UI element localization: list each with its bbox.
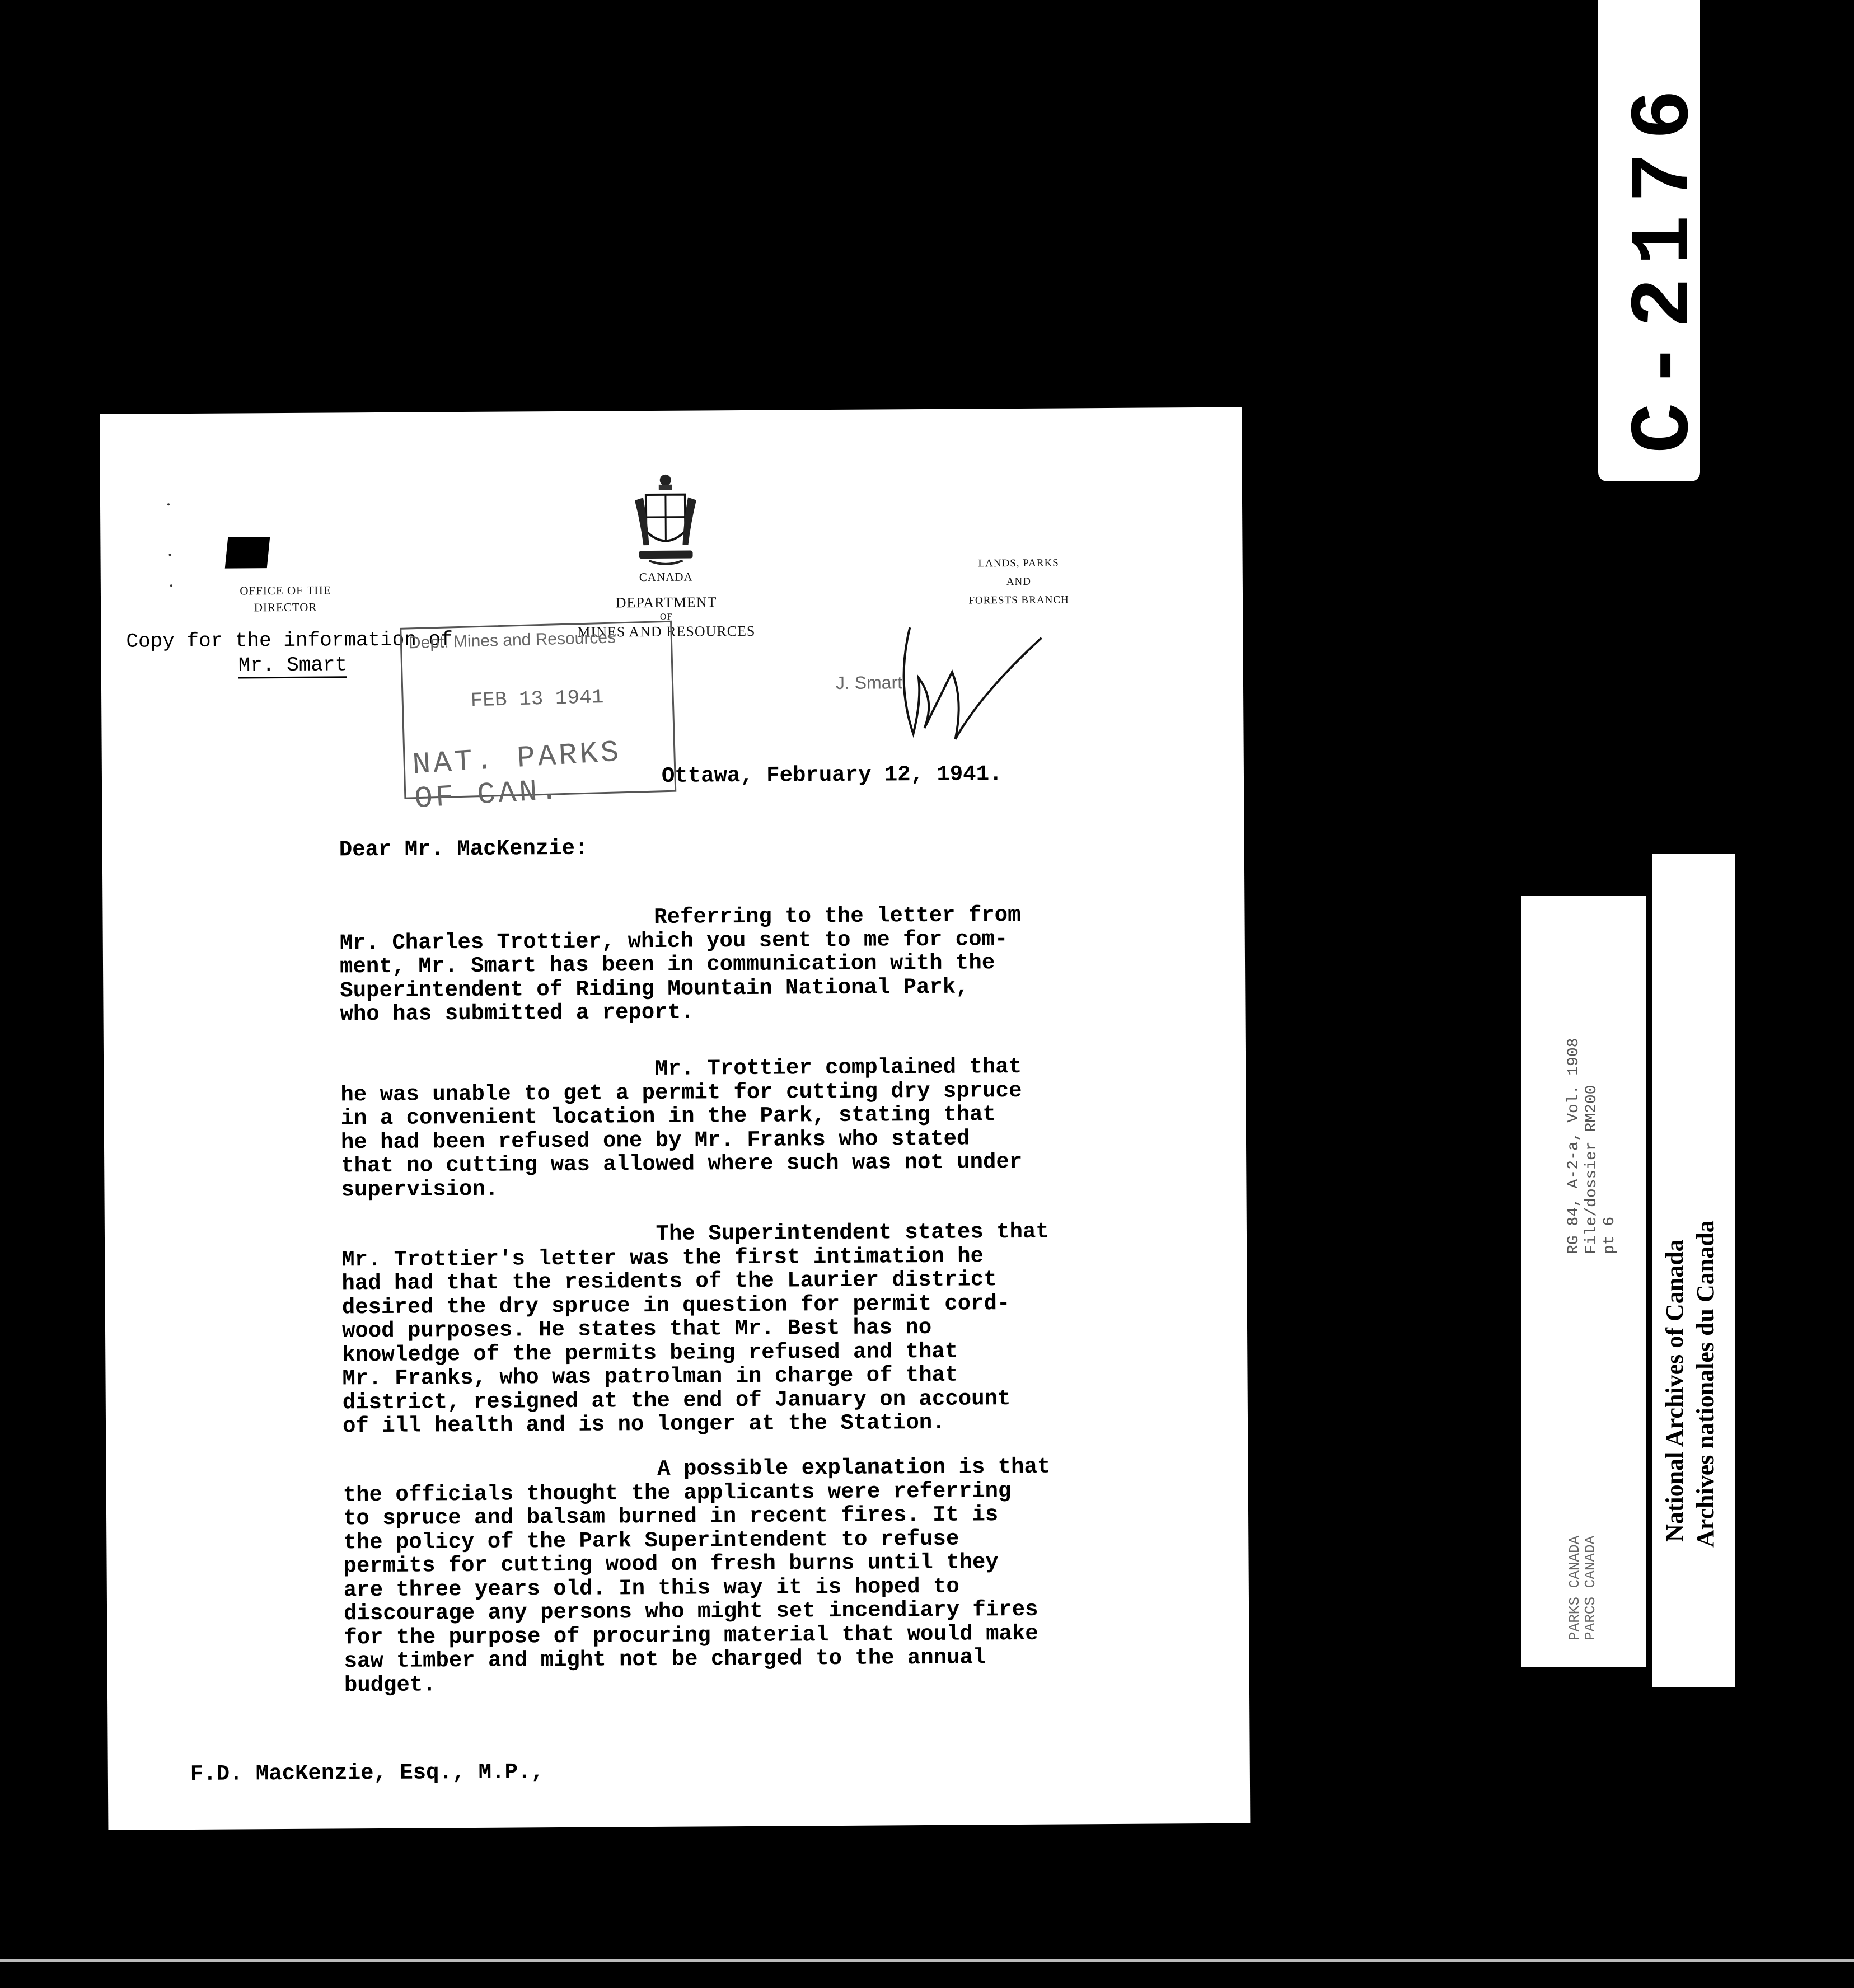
branch-line: LANDS, PARKS	[978, 557, 1059, 570]
letter-paragraph: Referring to the letter from Mr. Charles Trottier, which you sent to me for com- ment, Mr. Smart has been in communication with the Superintendent of Riding Mountain National Park, who has submitted a report.	[339, 902, 1021, 1027]
addressee-line: F.D. MacKenzie, Esq., M.P.,	[190, 1760, 544, 1787]
parcs-canada-label: PARCS CANADA	[1582, 1535, 1599, 1640]
reel-number-tape	[1598, 0, 1713, 481]
received-stamp	[400, 621, 676, 817]
reference-line: pt 6	[1601, 1216, 1618, 1254]
scan-speck	[167, 503, 170, 505]
department-line: DEPARTMENT	[615, 594, 717, 611]
branch-line: FORESTS BRANCH	[968, 594, 1069, 607]
office-of-director	[196, 582, 375, 616]
archives-name-fr: Archives nationales du Canada	[1692, 1220, 1719, 1548]
archive-reference-label	[1521, 896, 1646, 1667]
signature-name: J. Smart	[835, 672, 903, 693]
office-line: DIRECTOR	[254, 600, 317, 615]
stamp-date: FEB 13 1941	[470, 686, 604, 712]
department-line: OF	[659, 612, 673, 622]
branch-name	[935, 554, 1103, 610]
addressee-block	[190, 1713, 545, 1976]
scan-edge-line	[0, 1959, 1854, 1962]
country-line: CANADA	[639, 570, 693, 584]
stamp-line: NAT. PARKS OF CAN.	[411, 735, 623, 817]
archives-name-en: National Archives of Canada	[1661, 1239, 1688, 1542]
stamp-line: Dept. Mines and Resources	[408, 628, 616, 653]
office-line: OFFICE OF THE	[240, 583, 331, 598]
letter-page	[100, 407, 1250, 1929]
department-line: MINES AND RESOURCES	[577, 622, 756, 640]
copy-recipient: Mr. Smart	[238, 653, 348, 678]
letter-paragraph: Mr. Trottier complained that he was unable to get a permit for cutting dry spruce in a convenient location in the Park, stating that he had been refused one by Mr. Franks who stated that no cutting was allowed where such was not under supervision.	[340, 1054, 1023, 1202]
copy-note-line: Copy for the information of	[126, 628, 453, 653]
letter-paragraph: A possible explanation is that the officials thought the applicants were referring to spruce and balsam burned in recent fires. It is the policy of the Park Superintendent to refuse permits for cutting wood on fresh burns until they are three years old. In this way it is hoped to discourage any persons who might set incendiary fires for the purpose of procuring material that would make saw timber and might not be charged to the annual budget.	[343, 1454, 1051, 1698]
coat-of-arms-icon	[632, 472, 700, 568]
parks-canada-label: PARKS CANADA	[1566, 1535, 1583, 1640]
reel-number: C-2176	[1618, 77, 1713, 453]
redaction-mark	[225, 537, 270, 568]
reference-line: File/dossier RM200	[1583, 1085, 1600, 1254]
scan-speck	[170, 584, 172, 587]
branch-line: AND	[1006, 575, 1032, 588]
salutation: Dear Mr. MacKenzie:	[339, 836, 588, 862]
national-archives-label	[1650, 852, 1736, 1689]
letter-paragraph: The Superintendent states that Mr. Trottier's letter was the first intimation he had had that the residents of the Laurier district desired the dry spruce in question for permit cord- wood purposes. He states that Mr. Best has no knowledge of the permits being refused and that Mr. Franks, who was patrolman in charge of that district, resigned at the end of January on account of ill health and is no longer at the Station.	[341, 1219, 1049, 1439]
reference-line: RG 84, A-2-a, Vol. 1908	[1565, 1038, 1583, 1254]
addressee-line: Ottawa.	[269, 1903, 362, 1929]
scan-speck	[169, 554, 171, 556]
letter-date: Ottawa, February 12, 1941.	[661, 762, 1003, 789]
addressee-line: House of Commons,	[217, 1831, 440, 1858]
